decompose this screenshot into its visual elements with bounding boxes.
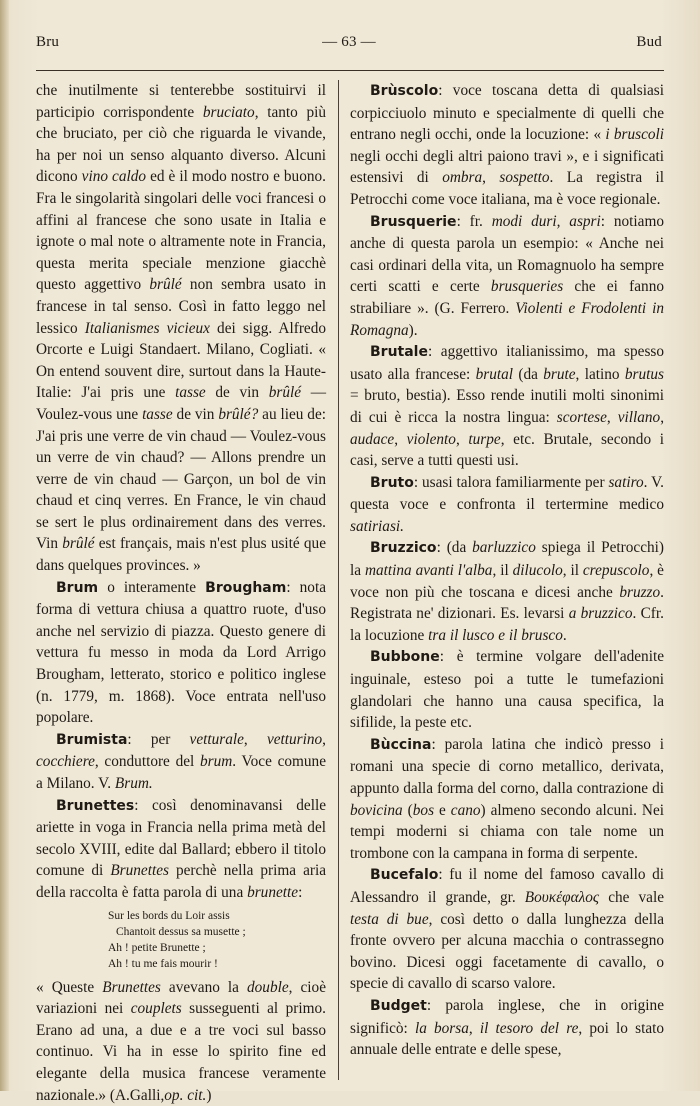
dictionary-entry-bruciato-cont bbox=[36, 80, 326, 577]
italic-text: Brunettes bbox=[110, 862, 169, 880]
header-rule bbox=[36, 70, 664, 71]
entry-text: ) almeno secondo alcuni. Nei tempi moderni si chiama con tale nome un trombone con la campana in forma di serpente. bbox=[350, 801, 664, 862]
entry-text: , bbox=[243, 730, 267, 748]
italic-text: brum bbox=[199, 753, 233, 771]
right-column bbox=[350, 80, 664, 1061]
italic-text: dilucolo bbox=[512, 562, 563, 580]
entry-text: spiega il Petrocchi) la bbox=[350, 539, 664, 580]
italic-text: tasse bbox=[142, 405, 173, 423]
verse-quote bbox=[108, 908, 326, 972]
entry-text: : è termine volgare dell'adenite inguinale, esteso poi a tutte le tumefazioni glandolari che hanno una causa specifica, la sifilide, la peste etc. bbox=[350, 648, 664, 732]
italic-text: i bruscoli bbox=[605, 126, 665, 144]
verse-line: Ah ! tu me fais mourir ! bbox=[108, 957, 218, 970]
entry-text: : così denominavansi delle ariette in voga in Francia nella prima metà del secolo XVIII, edite dal Ballard; ebbero il titolo comune di bbox=[36, 796, 326, 880]
dictionary-entry-budget bbox=[350, 995, 664, 1061]
italic-text: brunette bbox=[247, 883, 299, 901]
italic-text: la borsa bbox=[414, 1019, 469, 1037]
italic-text: vetturino bbox=[266, 730, 323, 748]
entry-text: e bbox=[434, 801, 451, 819]
entry-text: de vin bbox=[205, 384, 269, 402]
italic-text: modi duri, aspri bbox=[491, 212, 601, 230]
italic-text: cocchiere bbox=[36, 753, 95, 771]
entry-text: ) bbox=[206, 1086, 212, 1104]
page-gutter-shadow bbox=[0, 0, 9, 1091]
italic-text: testa di bue bbox=[350, 910, 429, 928]
italic-text: vetturale bbox=[189, 730, 244, 748]
italic-text: Violenti e Frodolenti in Romagna bbox=[350, 299, 665, 339]
entry-text: « Queste bbox=[36, 978, 103, 996]
headword: Bruzzico bbox=[370, 540, 437, 557]
headword: Bùccina bbox=[370, 736, 432, 753]
entry-text: , cioè variazioni nei bbox=[36, 978, 326, 1018]
entry-text: . bbox=[562, 626, 567, 644]
entry-text: : notiamo anche di questa parola un esempio: « Anche nei casi ordinari della vita, un Romagnuolo ha sempre certi scatti e certe bbox=[350, 212, 664, 296]
dictionary-entry-brusquerie bbox=[350, 211, 664, 342]
entry-text: : fu il nome del famoso cavallo di Alessandro il grande, gr. bbox=[350, 866, 664, 906]
italic-text: Βουκέφαλος bbox=[524, 888, 600, 906]
column-divider bbox=[338, 80, 339, 1080]
entry-text: avevano la bbox=[160, 978, 247, 996]
headword: Brumista bbox=[56, 731, 128, 748]
italic-text: a bruzzico bbox=[568, 605, 633, 623]
entry-text: : parola latina che indicò presso i romani una specie di corno metallico, derivata, appunto dalla forma del corno, dalla contrazione di bbox=[350, 735, 664, 797]
italic-text: bruciato bbox=[202, 103, 255, 121]
dictionary-entry-brutale bbox=[350, 341, 664, 472]
entry-text: . V. questa voce e confronta il tertermine medico bbox=[350, 473, 664, 514]
entry-text: : bbox=[298, 883, 303, 901]
entry-text: (da bbox=[513, 365, 544, 383]
entry-text: , etc. Brutale, secondo i casi, serve a tutti questi usi. bbox=[350, 430, 664, 470]
italic-text: brûlé bbox=[149, 276, 182, 294]
dictionary-entry-bucefalo bbox=[350, 864, 664, 995]
italic-text: bovicina bbox=[350, 801, 403, 819]
entry-text: perchè nella prima aria della raccolta è fatta parola di una bbox=[36, 862, 326, 901]
entry-text: — Voulez-vous une bbox=[36, 384, 326, 423]
entry-text: ( bbox=[402, 801, 413, 819]
entry-text: : voce toscana detta di qualsiasi corpicciuolo minuto e specialmente di quelli che entrano negli occhi, onde la locuzione: « bbox=[350, 82, 664, 144]
header-left-guideword: Bru bbox=[36, 34, 60, 50]
italic-text: audace bbox=[350, 430, 395, 448]
italic-text: double bbox=[247, 978, 289, 996]
verse-line: Sur les bords du Loir assis bbox=[108, 909, 230, 922]
dictionary-entry-brunettes bbox=[36, 795, 326, 904]
verse-line: Ah ! petite Brunette ; bbox=[108, 941, 206, 954]
entry-text: ed è il modo nostro e buono. Fra le singolarità singolari delle voci francesi o affini al francese che sono usate in Italia e ignote o mal note o altramente note in Francia, questa merita speciale menzione giacchè questo aggettivo bbox=[36, 168, 326, 294]
italic-text: villano bbox=[617, 408, 661, 426]
entry-text: che vale bbox=[599, 888, 664, 906]
entry-text: dei sigg. Alfredo Orcorte e Luigi Standaert. Milano, Cogliati. « On entend souvent dire, surtout dans la Haute-Italie: J'ai pris une bbox=[36, 319, 326, 402]
italic-text: tasse bbox=[175, 384, 206, 402]
entry-text: , bbox=[482, 169, 500, 187]
entry-text: est français, mais n'est plus usité que dans quelques provinces. » bbox=[36, 535, 326, 575]
entry-text: ). bbox=[408, 321, 418, 339]
entry-text: . Registrata ne' dizionari. Es. levarsi bbox=[350, 583, 664, 623]
italic-text: brute bbox=[543, 365, 576, 383]
dictionary-entry-brum bbox=[36, 577, 326, 729]
headword: Brum bbox=[56, 579, 99, 596]
headword: Brunettes bbox=[56, 797, 135, 814]
italic-text: couplets bbox=[130, 1000, 182, 1018]
entry-text: , è voce non più che toscana e dicesi anche bbox=[350, 562, 664, 601]
italic-text: violento bbox=[406, 430, 456, 448]
italic-text: ombra bbox=[442, 169, 483, 187]
entry-text: = bruto, bestia). Esso rende inutili molti sinonimi di cui è ricca la nostra lingua: bbox=[350, 387, 664, 426]
entry-text: , tanto più che bruciato, per ciò che riguarda le vivande, ha per noi un senso alquanto diverso. Alcuni dicono bbox=[36, 103, 326, 186]
italic-text: brutal bbox=[475, 365, 514, 383]
dictionary-entry-bruto bbox=[350, 472, 664, 538]
italic-text: Brum. bbox=[114, 775, 153, 792]
entry-text: , così detto o dalla lunghezza della fronte ovvero per alcuna macchia o contrassegno bovino. Dicesi oggi facetamente di cavallo, o specie di cavallo di scarso valore. bbox=[350, 910, 664, 993]
entry-text: : usasi talora familiarmente per bbox=[413, 473, 609, 491]
headword: Bruto bbox=[370, 474, 414, 491]
verse-line: Chantoit dessus sa musette ; bbox=[116, 925, 246, 938]
dictionary-entry-bruscolo bbox=[350, 80, 664, 211]
entry-text: : fr. bbox=[456, 212, 492, 230]
italic-text: bos bbox=[412, 801, 435, 819]
entry-text: , latino bbox=[575, 365, 625, 383]
italic-text: tra il lusco e il brusco bbox=[428, 626, 563, 644]
entry-text: de vin bbox=[172, 405, 219, 423]
entry-text: susseguenti al primo. Erano ad una, a due e a tre voci sul basso continuo. Vi ha in esse lo spirito fine ed elegante della musica francese veramente nazionale.» (A.Galli, bbox=[36, 1000, 326, 1104]
entry-text: . La registra il Petrocchi come voce italiana, ma è voce regionale. bbox=[350, 169, 664, 208]
page-number: — 63 — bbox=[322, 34, 376, 50]
italic-text: Italianismes vicieux bbox=[84, 319, 210, 337]
italic-text: op. cit. bbox=[164, 1086, 207, 1104]
headword: Brusquerie bbox=[370, 213, 457, 230]
entry-text: : nota forma di vettura chiusa a quattro ruote, d'uso anche nel servizio di piazza. Questo genere di vettura fu messo in moda da Lord Arrigo Brougham, letterato, storico e politico inglese (n. 1779, m. 1868). Voce entrata nell'uso popolare. bbox=[36, 578, 326, 727]
dictionary-entry-brumista bbox=[36, 729, 326, 795]
entry-text: , bbox=[660, 408, 665, 426]
entry-text: , bbox=[455, 430, 469, 448]
italic-text: sospetto bbox=[499, 169, 550, 187]
running-header bbox=[36, 34, 662, 56]
dictionary-entry-brunettes-cont bbox=[36, 977, 326, 1106]
entry-text: . Cfr. la locuzione bbox=[350, 605, 664, 644]
italic-text: vino caldo bbox=[81, 168, 147, 186]
italic-text: mattina avanti l'alba bbox=[364, 562, 493, 580]
italic-text: turpe bbox=[468, 430, 501, 448]
italic-text: brûlé bbox=[62, 535, 95, 553]
italic-text: il tesoro del re bbox=[479, 1019, 579, 1037]
italic-text: brutus bbox=[624, 365, 665, 383]
entry-text: non sembra usato in francese in tal senso. Così in fatto leggo nel lessico bbox=[36, 276, 326, 337]
italic-text: brûlé bbox=[268, 384, 302, 402]
dictionary-entry-bubbone bbox=[350, 646, 664, 733]
entry-text: : parola inglese, che in origine significò: bbox=[350, 996, 664, 1037]
entry-text: , bbox=[606, 408, 618, 426]
entry-text: , bbox=[468, 1019, 480, 1037]
italic-text: brusqueries bbox=[490, 278, 564, 296]
entry-text: o interamente bbox=[98, 578, 206, 596]
italic-text: cano bbox=[450, 801, 481, 819]
italic-text: satiro bbox=[608, 473, 644, 491]
headword: Bubbone bbox=[370, 649, 440, 666]
entry-text: , il bbox=[492, 562, 513, 580]
header-right-guideword: Bud bbox=[636, 34, 662, 50]
headword: Brùscolo bbox=[370, 83, 439, 99]
left-column bbox=[36, 80, 326, 1106]
entry-text: che ei fanno strabiliare ». (G. Ferrero. bbox=[350, 278, 664, 317]
italic-text: scortese bbox=[556, 408, 607, 426]
dictionary-entry-buccina bbox=[350, 734, 664, 865]
entry-text: , poi lo stato annuale delle entrate e delle spese, bbox=[350, 1019, 665, 1059]
entry-text: , bbox=[394, 430, 407, 448]
entry-text: , bbox=[322, 730, 326, 748]
italic-text: satiriasi. bbox=[350, 517, 404, 535]
entry-text: , conduttore del bbox=[94, 753, 200, 771]
italic-text: bruzzo bbox=[619, 583, 661, 601]
italic-text: crepuscolo bbox=[582, 562, 650, 580]
entry-text: . Voce comune a Milano. V. bbox=[36, 753, 326, 792]
entry-text: , il bbox=[562, 562, 583, 580]
headword: Brutale bbox=[370, 344, 428, 361]
entry-text: negli occhi degli altri paiono travi », e i significati estensivi di bbox=[350, 147, 664, 187]
entry-text: : (da bbox=[436, 539, 473, 557]
dictionary-entry-bruzzico bbox=[350, 537, 664, 646]
italic-text: barluzzico bbox=[472, 539, 536, 557]
italic-text: Brunettes bbox=[102, 978, 161, 996]
entry-text: : aggettivo italianissimo, ma spesso usato alla francese: bbox=[350, 343, 664, 383]
entry-text: che inutilmente si tenterebbe sostituirvi il participio corrispondente bbox=[36, 82, 326, 121]
entry-text: au lieu de: J'ai pris une verre de vin chaud — Voulez-vous un verre de vin chaud? — Allons prendre un verre de vin chaud — Garçon, un bol de vin chaud et cinq verres. En France, le vin chaud se sert le plus ordinairement dans des verres. Vin bbox=[36, 405, 326, 553]
entry-text: : per bbox=[127, 730, 190, 748]
headword: Brougham bbox=[205, 579, 287, 596]
italic-text: brûlé? bbox=[218, 405, 259, 423]
headword: Bucefalo bbox=[370, 867, 439, 884]
headword: Budget bbox=[370, 997, 427, 1014]
